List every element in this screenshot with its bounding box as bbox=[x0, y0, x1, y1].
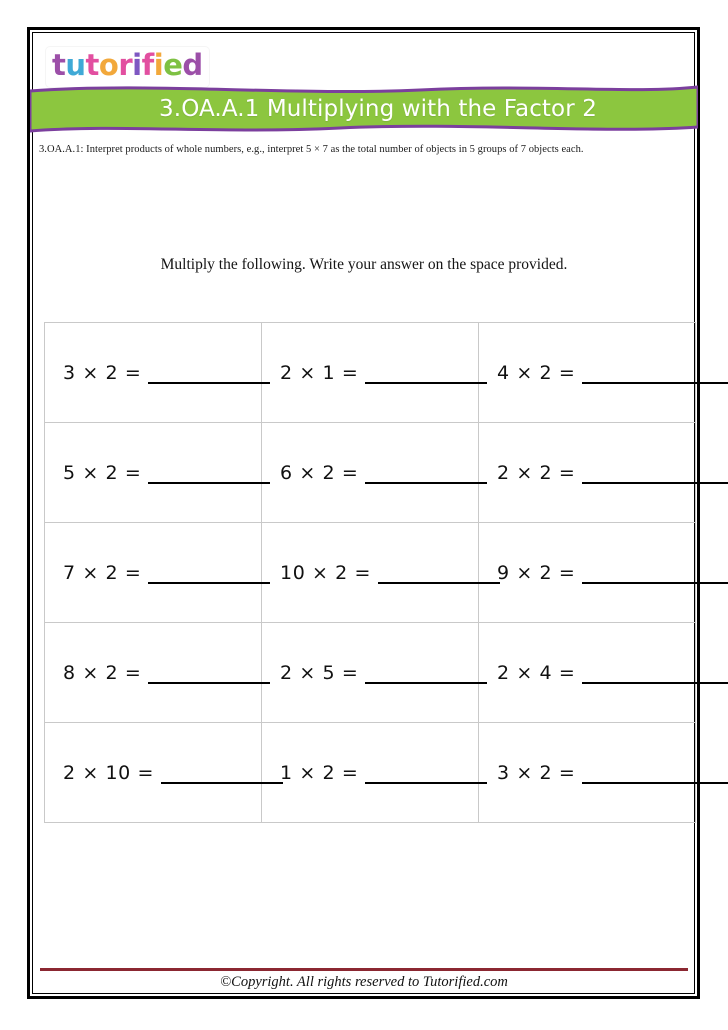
problem bbox=[497, 762, 728, 784]
problem bbox=[63, 462, 270, 484]
answer-blank[interactable] bbox=[582, 565, 728, 584]
answer-blank[interactable] bbox=[582, 665, 728, 684]
problem-expression: 2 × 1 = bbox=[280, 361, 359, 384]
answer-blank[interactable] bbox=[365, 465, 487, 484]
answer-blank[interactable] bbox=[148, 365, 270, 384]
problem-expression: 3 × 2 = bbox=[63, 361, 142, 384]
logo-letter-4: r bbox=[118, 48, 133, 82]
table-row bbox=[45, 323, 696, 423]
problem-cell-r3-c1 bbox=[45, 523, 262, 623]
banner-title: 3.OA.A.1 Multiplying with the Factor 2 bbox=[159, 95, 597, 122]
problem bbox=[497, 562, 728, 584]
problem bbox=[63, 662, 270, 684]
logo-letter-7: i bbox=[153, 48, 164, 82]
logo-letter-8: e bbox=[163, 48, 183, 82]
problem-cell-r3-c3 bbox=[479, 523, 696, 623]
logo-letter-2: t bbox=[85, 48, 99, 82]
logo-letter-5: i bbox=[132, 48, 142, 82]
answer-blank[interactable] bbox=[582, 765, 728, 784]
problem bbox=[280, 462, 487, 484]
table-row bbox=[45, 623, 696, 723]
problem-expression: 1 × 2 = bbox=[280, 761, 359, 784]
problem-expression: 8 × 2 = bbox=[63, 661, 142, 684]
problem bbox=[497, 462, 728, 484]
problem bbox=[63, 562, 270, 584]
problems-table bbox=[44, 322, 696, 823]
logo-letter-9: d bbox=[182, 48, 203, 82]
logo-letter-0: t bbox=[52, 48, 66, 82]
problem-cell-r3-c2 bbox=[262, 523, 479, 623]
problems-table-wrapper bbox=[44, 322, 692, 821]
answer-blank[interactable] bbox=[582, 365, 728, 384]
problem bbox=[63, 762, 283, 784]
problem bbox=[497, 362, 728, 384]
standard-description: 3.OA.A.1: Interpret products of whole numbers, e.g., interpret 5 × 7 as the total number of objects in 5 groups of 7 objects each. bbox=[39, 144, 584, 155]
problem-expression: 9 × 2 = bbox=[497, 561, 576, 584]
table-row bbox=[45, 523, 696, 623]
problem bbox=[280, 662, 487, 684]
answer-blank[interactable] bbox=[148, 465, 270, 484]
problem-expression: 5 × 2 = bbox=[63, 461, 142, 484]
problem bbox=[497, 662, 728, 684]
problem bbox=[280, 562, 500, 584]
problem-cell-r5-c2 bbox=[262, 723, 479, 823]
problem-cell-r1-c1 bbox=[45, 323, 262, 423]
problem-cell-r1-c3 bbox=[479, 323, 696, 423]
answer-blank[interactable] bbox=[582, 465, 728, 484]
problem-expression: 3 × 2 = bbox=[497, 761, 576, 784]
logo-letter-6: f bbox=[141, 48, 154, 82]
problem-cell-r4-c2 bbox=[262, 623, 479, 723]
answer-blank[interactable] bbox=[365, 765, 487, 784]
tutorified-logo bbox=[46, 47, 209, 87]
problem bbox=[280, 762, 487, 784]
problem-expression: 2 × 10 = bbox=[63, 761, 155, 784]
problem-expression: 4 × 2 = bbox=[497, 361, 576, 384]
answer-blank[interactable] bbox=[365, 365, 487, 384]
problem-expression: 2 × 4 = bbox=[497, 661, 576, 684]
problem-expression: 6 × 2 = bbox=[280, 461, 359, 484]
answer-blank[interactable] bbox=[148, 665, 270, 684]
problem bbox=[63, 362, 270, 384]
problem-cell-r1-c2 bbox=[262, 323, 479, 423]
problem-cell-r5-c1 bbox=[45, 723, 262, 823]
logo-letter-1: u bbox=[65, 48, 86, 82]
problem-expression: 7 × 2 = bbox=[63, 561, 142, 584]
footer-copyright: ©Copyright. All rights reserved to Tutorified.com bbox=[220, 974, 508, 990]
logo-letter-3: o bbox=[98, 48, 119, 82]
table-row bbox=[45, 723, 696, 823]
problem-cell-r5-c3 bbox=[479, 723, 696, 823]
footer-divider bbox=[40, 968, 688, 971]
problem-cell-r2-c1 bbox=[45, 423, 262, 523]
problem-expression: 2 × 5 = bbox=[280, 661, 359, 684]
problem bbox=[280, 362, 487, 384]
table-row bbox=[45, 423, 696, 523]
problem-expression: 2 × 2 = bbox=[497, 461, 576, 484]
problem-expression: 10 × 2 = bbox=[280, 561, 372, 584]
problem-cell-r2-c2 bbox=[262, 423, 479, 523]
problem-cell-r4-c1 bbox=[45, 623, 262, 723]
answer-blank[interactable] bbox=[365, 665, 487, 684]
answer-blank[interactable] bbox=[148, 565, 270, 584]
header-banner bbox=[30, 82, 698, 135]
instruction-text: Multiply the following. Write your answer on the space provided. bbox=[160, 256, 568, 273]
problem-cell-r2-c3 bbox=[479, 423, 696, 523]
problem-cell-r4-c3 bbox=[479, 623, 696, 723]
